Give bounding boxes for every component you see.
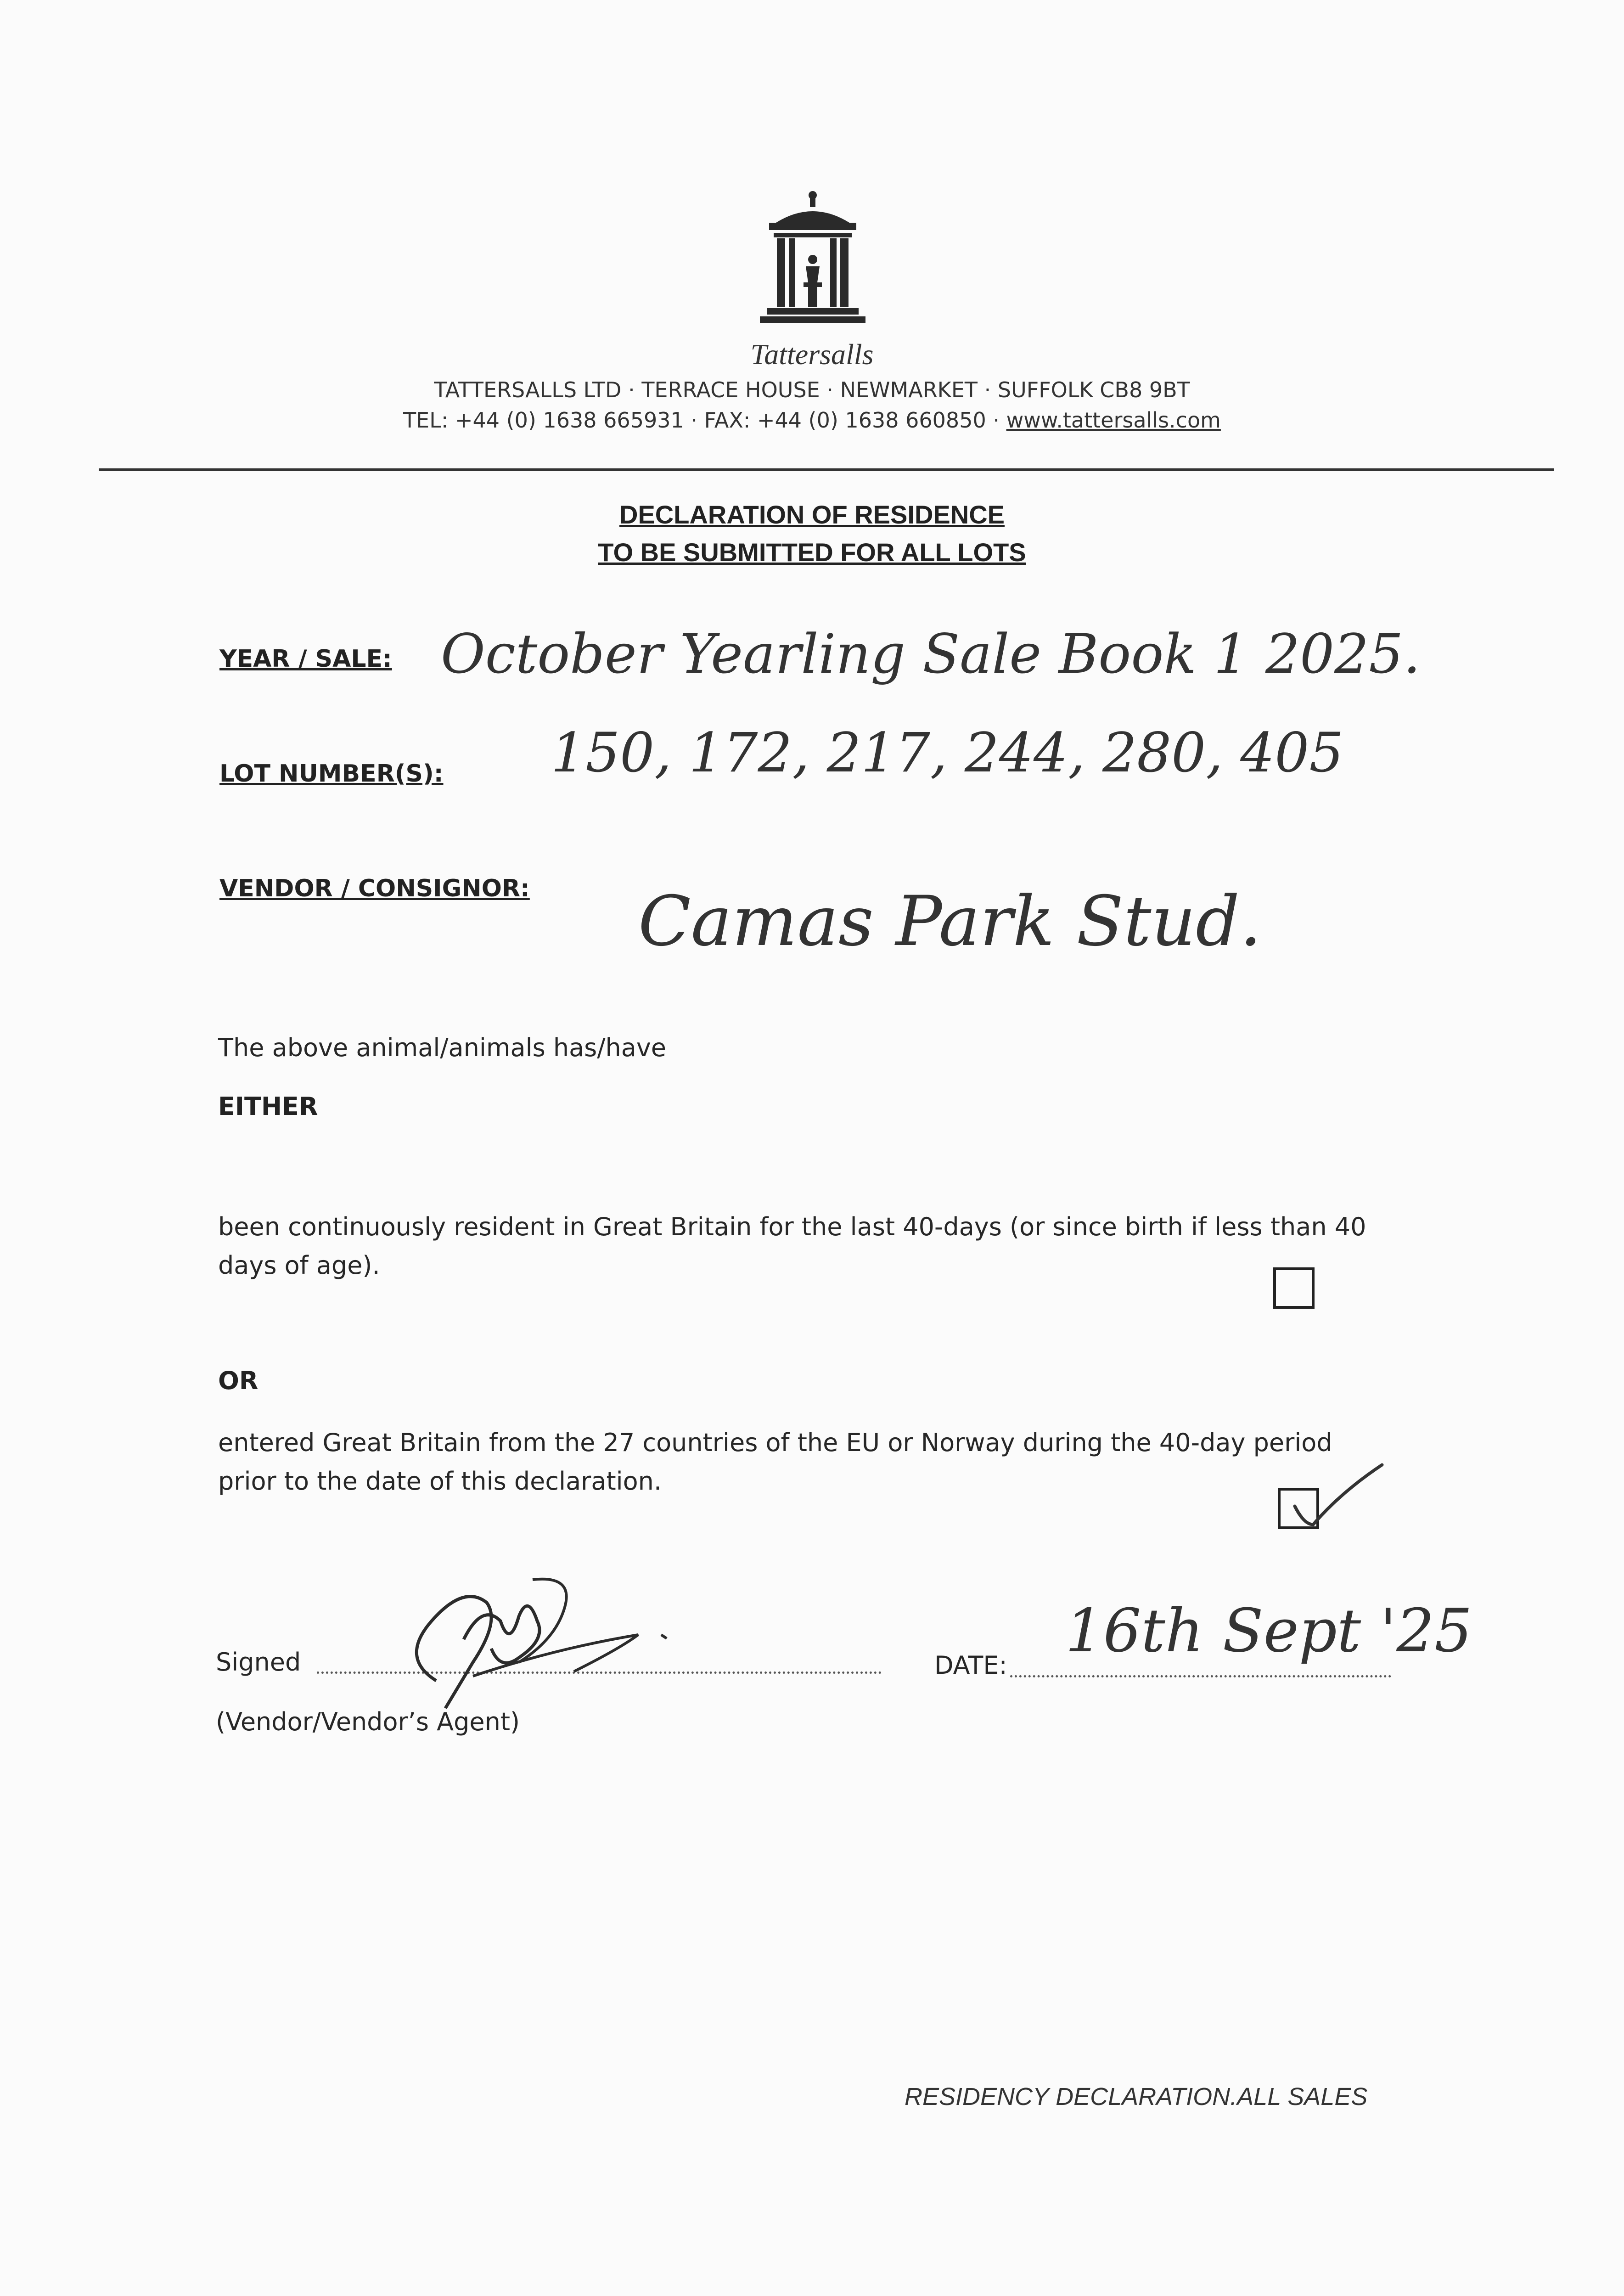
- form-title: DECLARATION OF RESIDENCE: [619, 500, 1005, 529]
- intro-text: The above animal/animals has/have: [218, 1033, 667, 1062]
- signature-image: [381, 1566, 712, 1717]
- header-divider: [99, 468, 1554, 471]
- option1-checkbox[interactable]: [1273, 1267, 1315, 1309]
- website-link[interactable]: www.tattersalls.com: [1006, 408, 1221, 433]
- option1-text: [218, 1208, 1458, 1285]
- year-sale-value[interactable]: October Yearling Sale Book 1 2025.: [441, 622, 1421, 686]
- contact-numbers: TEL: +44 (0) 1638 665931 · FAX: +44 (0) 1638 660850 ·: [403, 408, 1006, 433]
- lot-numbers-value[interactable]: 150, 172, 217, 244, 280, 405: [551, 721, 1344, 784]
- lot-numbers-label: LOT NUMBER(S):: [219, 760, 444, 788]
- contact-line: [0, 408, 1624, 433]
- year-sale-label: YEAR / SALE:: [219, 645, 392, 673]
- address-line: TATTERSALLS LTD · TERRACE HOUSE · NEWMARKET · SUFFOLK CB8 9BT: [434, 377, 1190, 402]
- option2-line2: prior to the date of this declaration.: [218, 1467, 662, 1496]
- option1-line1: been continuously resident in Great Britain for the last 40-days (or since birth if less than 40: [218, 1212, 1366, 1241]
- vendor-label: VENDOR / CONSIGNOR:: [219, 875, 530, 902]
- vendor-value[interactable]: Camas Park Stud.: [638, 882, 1262, 962]
- option1-line2: days of age).: [218, 1251, 380, 1280]
- signed-label: Signed: [216, 1648, 301, 1677]
- date-line: [1010, 1675, 1391, 1677]
- or-heading: OR: [218, 1366, 258, 1395]
- tattersalls-logo: [748, 191, 877, 338]
- option2-line1: entered Great Britain from the 27 countries of the EU or Norway during the 40-day period: [218, 1428, 1332, 1457]
- form-subtitle: TO BE SUBMITTED FOR ALL LOTS: [598, 538, 1026, 567]
- date-value[interactable]: 16th Sept '25: [1065, 1596, 1472, 1666]
- signed-sublabel: (Vendor/Vendor’s Agent): [216, 1707, 520, 1736]
- either-heading: EITHER: [218, 1092, 318, 1121]
- footer-text: RESIDENCY DECLARATION.ALL SALES: [905, 2083, 1368, 2110]
- date-label: DATE:: [934, 1651, 1007, 1680]
- brand-name: Tattersalls: [750, 338, 874, 371]
- option2-text: [218, 1424, 1458, 1501]
- checkmark-icon: [1276, 1456, 1387, 1538]
